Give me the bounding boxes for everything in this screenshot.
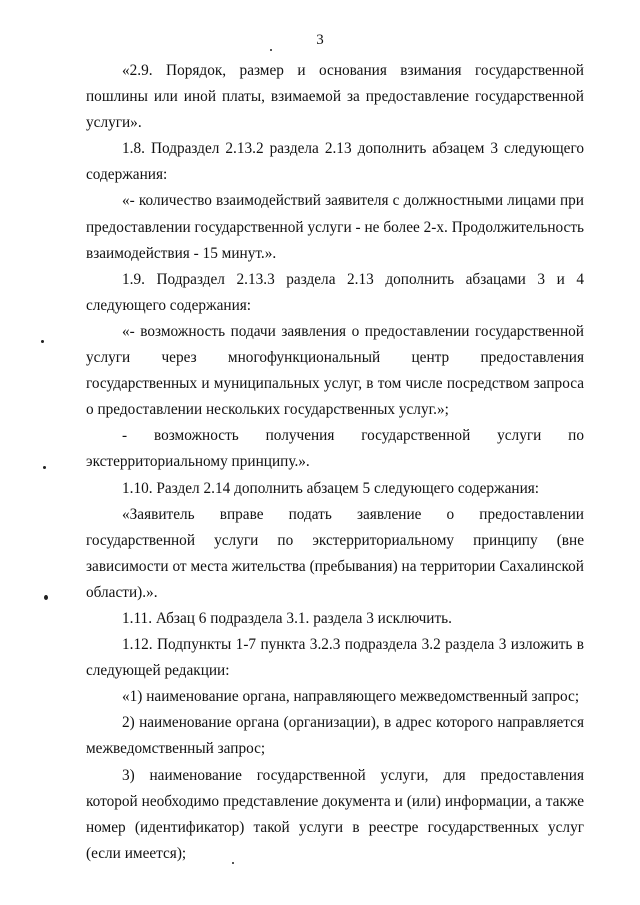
paragraph: 1.9. Подраздел 2.13.3 раздела 2.13 дополнить абзацами 3 и 4 следующего содержания: [86, 270, 584, 314]
paragraph: «- возможность подачи заявления о предоставлении государственной услуги через многофункциональный центр предоставления государственных и муниципальных услуг, в том числе посредством запроса о предоставлении нескольких государственных услуг.»; [86, 322, 584, 419]
scan-mark [44, 595, 48, 600]
document-body [86, 58, 584, 867]
page-number: 3 [316, 32, 324, 48]
scan-dot [270, 49, 272, 51]
scan-mark [43, 466, 46, 469]
paragraph: 2) наименование органа (организации), в адрес которого направляется межведомственный запрос; [86, 714, 584, 758]
paragraph: 1.8. Подраздел 2.13.2 раздела 2.13 дополнить абзацем 3 следующего содержания: [86, 140, 584, 184]
paragraph: «1) наименование органа, направляющего межведомственный запрос; [122, 688, 580, 706]
paragraph: - возможность получения государственной услуги по экстерриториальному принципу.». [86, 427, 584, 471]
paragraph: 1.12. Подпункты 1-7 пункта 3.2.3 подраздела 3.2 раздела 3 изложить в следующей редакции: [86, 636, 584, 680]
paragraph: «Заявитель вправе подать заявление о предоставлении государственной услуги по экстерриториальному принципу (вне зависимости от места жительства (пребывания) на территории Сахалинской области).». [86, 505, 584, 601]
scan-mark [41, 340, 44, 343]
paragraph: 1.10. Раздел 2.14 дополнить абзацем 5 следующего содержания: [122, 479, 540, 497]
paragraph: «2.9. Порядок, размер и основания взимания государственной пошлины или иной платы, взимаемой за предоставление государственной услуги». [86, 62, 584, 132]
paragraph: 1.11. Абзац 6 подраздела 3.1. раздела 3 исключить. [122, 609, 452, 627]
paragraph: 3) наименование государственной услуги, для предоставления которой необходимо представление документа и (или) информации, а также номер (идентификатор) такой услуги в реестре государственных услуг (если имеется); [86, 766, 584, 862]
scan-dot [232, 862, 234, 864]
paragraph: «- количество взаимодействий заявителя с должностными лицами при предоставлении государственной услуги - не более 2-х. Продолжительность взаимодействия - 15 минут.». [86, 192, 584, 262]
